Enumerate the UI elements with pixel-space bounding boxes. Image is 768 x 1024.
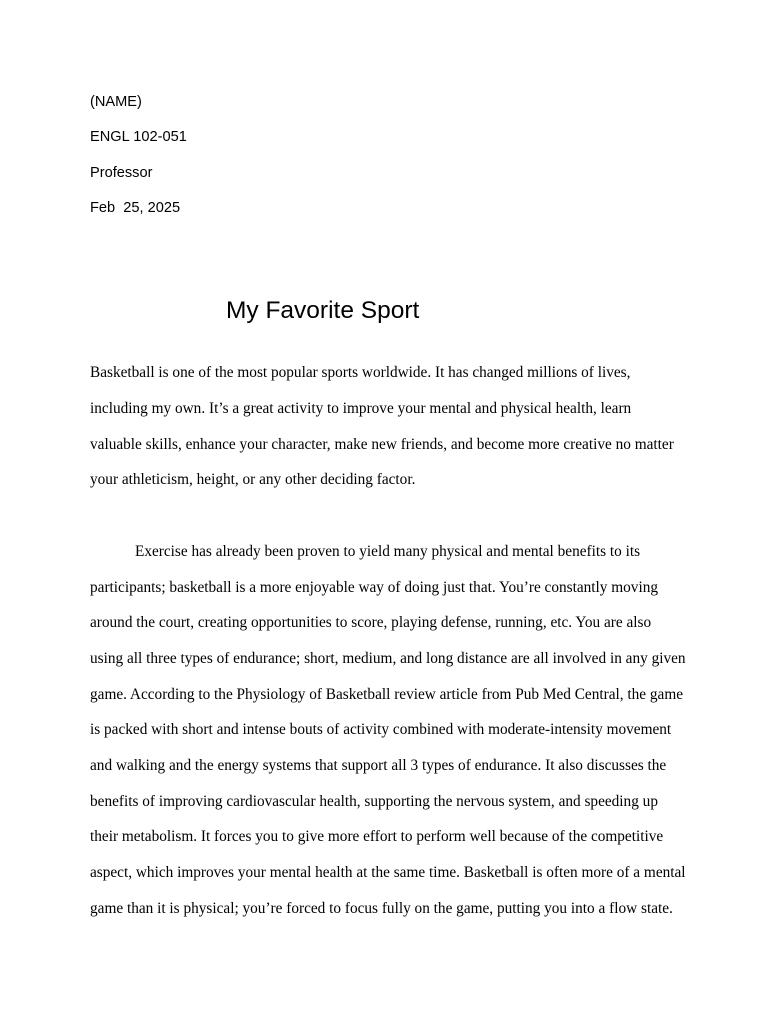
essay-title: My Favorite Sport xyxy=(226,297,420,324)
date: Feb 25, 2025 xyxy=(90,200,181,216)
paragraph-line: aspect, which improves your mental health at the same time. Basketball is often more of a mental xyxy=(90,864,686,881)
paragraph-line: benefits of improving cardiovascular health, supporting the nervous system, and speeding up xyxy=(90,793,658,810)
paragraph-line: using all three types of endurance; short, medium, and long distance are all involved in any given xyxy=(90,650,686,667)
paragraph-line: including my own. It’s a great activity to improve your mental and physical health, learn xyxy=(90,400,632,417)
paragraph-line: their metabolism. It forces you to give more effort to perform well because of the competitive xyxy=(90,828,664,845)
student-name: (NAME) xyxy=(90,94,142,110)
paragraph-line: Basketball is one of the most popular sports worldwide. It has changed millions of lives, xyxy=(90,364,631,381)
paragraph-line: game than it is physical; you’re forced to focus fully on the game, putting you into a flow state. xyxy=(90,900,673,917)
paragraph-line: your athleticism, height, or any other deciding factor. xyxy=(90,471,416,488)
course-code: ENGL 102-051 xyxy=(90,129,187,145)
paragraph-line: game. According to the Physiology of Basketball review article from Pub Med Central, the game xyxy=(90,686,684,703)
paragraph-line: Exercise has already been proven to yield many physical and mental benefits to its xyxy=(135,543,641,560)
paragraph-line: valuable skills, enhance your character, make new friends, and become more creative no matter xyxy=(90,436,674,453)
paragraph-line: participants; basketball is a more enjoyable way of doing just that. You’re constantly moving xyxy=(90,579,659,596)
paragraph-line: is packed with short and intense bouts of activity combined with moderate-intensity movement xyxy=(90,721,672,738)
paragraph-line: around the court, creating opportunities to score, playing defense, running, etc. You are also xyxy=(90,614,652,631)
paragraph-line: and walking and the energy systems that support all 3 types of endurance. It also discusses the xyxy=(90,757,667,774)
professor-name: Professor xyxy=(90,165,153,181)
